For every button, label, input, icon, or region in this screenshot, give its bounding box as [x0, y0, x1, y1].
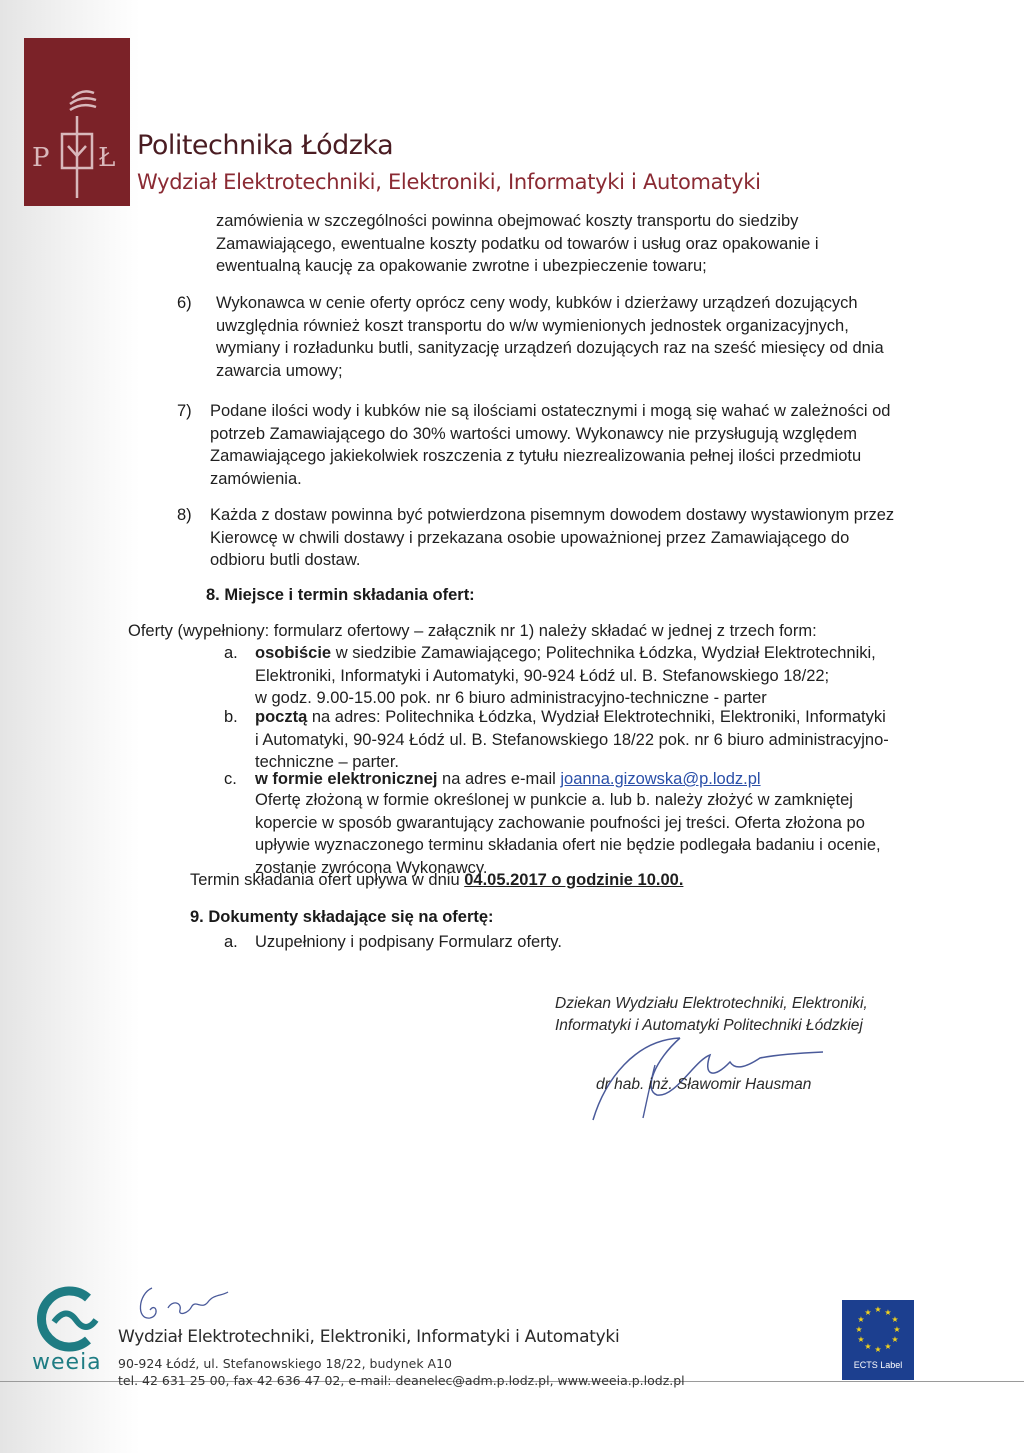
ects-label-text: ECTS Label: [853, 1360, 903, 1370]
svg-text:★: ★: [874, 1345, 882, 1354]
item-8-number: 8): [177, 506, 192, 524]
intro-line: zamówienia w szczególności powinna obejmować koszty transportu do siedziby: [216, 212, 799, 230]
item-6-number: 6): [177, 294, 192, 312]
university-logo: [24, 38, 130, 206]
svg-text:★: ★: [864, 1308, 872, 1317]
item-7-line: zamówienia.: [210, 469, 302, 488]
form-c-bold: w formie elektronicznej: [255, 770, 438, 788]
item-7-line: Podane ilości wody i kubków nie są ilościami ostatecznymi i mogą się wahać w zależności od: [210, 402, 891, 420]
form-c-line: upływie wyznaczonego terminu składania ofert nie będzie podlegała badaniu i ocenie,: [255, 836, 881, 854]
item-6-line: uwzględnia również koszt transportu do w/w wymienionych jednostek organizacyjnych,: [216, 316, 849, 335]
doc-a-text: Uzupełniony i podpisany Formularz oferty.: [255, 933, 562, 951]
form-a-line: w godz. 9.00-15.00 pok. nr 6 biuro administracyjno-techniczne - parter: [255, 689, 767, 707]
form-b-line: techniczne – parter.: [255, 753, 400, 771]
signature-title-line: Dziekan Wydziału Elektrotechniki, Elektroniki,: [555, 995, 868, 1012]
email-link[interactable]: joanna.gizowska@p.lodz.pl: [560, 770, 761, 788]
item-8-line: odbioru butli dostaw.: [210, 551, 361, 569]
item-7-number: 7): [177, 402, 192, 420]
svg-text:★: ★: [884, 1342, 892, 1351]
item-6-line: wymiany i rozładunku butli, sanityzację urządzeń dozujących raz na sześć miesięcy od dnia: [216, 339, 884, 357]
form-c-first-line: [255, 768, 923, 791]
section-8-intro: Oferty (wypełniony: formularz ofertowy – załącznik nr 1) należy składać w jednej z trzech form:: [128, 622, 817, 640]
weeia-logo: [26, 1284, 110, 1376]
item-7-paragraph: [210, 400, 922, 490]
svg-text:Ł: Ł: [98, 143, 116, 173]
form-c-letter: c.: [224, 770, 237, 788]
initials-signature-icon: [130, 1280, 240, 1330]
intro-line: ewentualną kaucję za opakowanie zwrotne i ubezpieczenie towaru;: [216, 257, 707, 275]
form-c-line: Ofertę złożoną w formie określonej w punkcie a. lub b. należy złożyć w zamkniętej: [255, 791, 853, 809]
svg-text:★: ★: [857, 1315, 865, 1324]
intro-paragraph: [216, 210, 922, 278]
item-6-line: Wykonawca w cenie oferty oprócz ceny wody, kubków i dzierżawy urządzeń dozujących: [216, 294, 858, 312]
institution-name: Politechnika Łódzka: [137, 130, 394, 161]
page-sidebar-gradient: [0, 0, 140, 1453]
form-b-bold: pocztą: [255, 708, 308, 726]
intro-line: Zamawiającego, ewentualne koszty podatku od towarów i usług oraz opakowanie i: [216, 234, 819, 253]
item-6-line: zawarcia umowy;: [216, 361, 343, 380]
svg-text:★: ★: [891, 1315, 899, 1324]
form-b-rest: na adres: Politechnika Łódzka, Wydział Elektrotechniki, Elektroniki, Informatyki: [307, 708, 886, 726]
form-a-line: [255, 642, 923, 665]
svg-text:P: P: [32, 143, 50, 173]
svg-text:★: ★: [864, 1342, 872, 1351]
form-c-line: zostanie zwrócona Wykonawcy.: [255, 858, 488, 877]
item-8-paragraph: [210, 504, 922, 572]
form-b-line: [255, 706, 923, 729]
signature-title-line: Informatyki i Automatyki Politechniki Łódzkiej: [555, 1017, 863, 1034]
doc-a-letter: a.: [224, 933, 238, 951]
svg-text:★: ★: [855, 1325, 863, 1334]
item-8-line: Kierowcę w chwili dostawy i przekazana osobie upoważnionej przez Zamawiającego do: [210, 528, 850, 547]
handwritten-signature-icon: [585, 1020, 835, 1130]
form-a-letter: a.: [224, 644, 238, 662]
deadline-line: [190, 869, 683, 892]
svg-text:★: ★: [884, 1308, 892, 1317]
svg-text:★: ★: [891, 1335, 899, 1344]
signatory-name: dr hab. inż. Sławomir Hausman: [596, 1076, 812, 1093]
form-c-rest: na adres e-mail: [437, 770, 561, 788]
deadline-value: 04.05.2017 o godzinie 10.00.: [464, 871, 684, 889]
footer-address: 90-924 Łódź, ul. Stefanowskiego 18/22, budynek A10: [118, 1356, 452, 1371]
svg-text:★: ★: [857, 1335, 865, 1344]
item-8-line: Każda z dostaw powinna być potwierdzona pisemnym dowodem dostawy wystawionym przez: [210, 506, 895, 524]
form-a-paragraph: [255, 642, 923, 710]
torch-emblem-icon: [24, 38, 130, 206]
deadline-prefix: Termin składania ofert upływa w dniu: [190, 871, 465, 889]
form-c-line: kopercie w sposób gwarantujący zachowanie poufności jej treści. Oferta złożona po: [255, 813, 865, 832]
footer-faculty: Wydział Elektrotechniki, Elektroniki, Informatyki i Automatyki: [118, 1327, 620, 1347]
footer-contact: tel. 42 631 25 00, fax 42 636 47 02, e-mail: deanelec@adm.p.lodz.pl, www.weeia.p.lodz.pl: [118, 1373, 685, 1388]
item-7-line: Zamawiającego jakiekolwiek roszczenia z tytułu niezrealizowania pełnej ilości przedmiotu: [210, 447, 862, 465]
section-8-heading: 8. Miejsce i termin składania ofert:: [206, 586, 475, 604]
svg-text:★: ★: [893, 1325, 901, 1334]
form-a-line: Elektroniki, Informatyki i Automatyki, 90-924 Łódź ul. B. Stefanowskiego 18/22;: [255, 666, 830, 685]
weeia-logo-text: weeia: [32, 1350, 102, 1375]
form-c-paragraph: [255, 789, 923, 879]
form-a-rest: w siedzibie Zamawiającego; Politechnika Łódzka, Wydział Elektrotechniki,: [331, 644, 876, 662]
form-b-paragraph: [255, 706, 923, 774]
form-a-bold: osobiście: [255, 644, 332, 662]
eu-stars-icon: [842, 1300, 914, 1358]
svg-text:★: ★: [874, 1305, 882, 1314]
ects-label-badge: [842, 1300, 914, 1380]
form-b-line: i Automatyki, 90-924 Łódź ul. B. Stefanowskiego 18/22 pok. nr 6 biuro administracyjno-: [255, 730, 889, 749]
form-b-letter: b.: [224, 708, 238, 726]
faculty-name: Wydział Elektrotechniki, Elektroniki, Informatyki i Automatyki: [137, 170, 761, 194]
section-9-heading: 9. Dokumenty składające się na ofertę:: [190, 908, 494, 926]
item-7-line: potrzeb Zamawiającego do 30% wartości umowy. Wykonawcy nie przysługują względem: [210, 424, 857, 443]
item-6-paragraph: [216, 292, 922, 382]
